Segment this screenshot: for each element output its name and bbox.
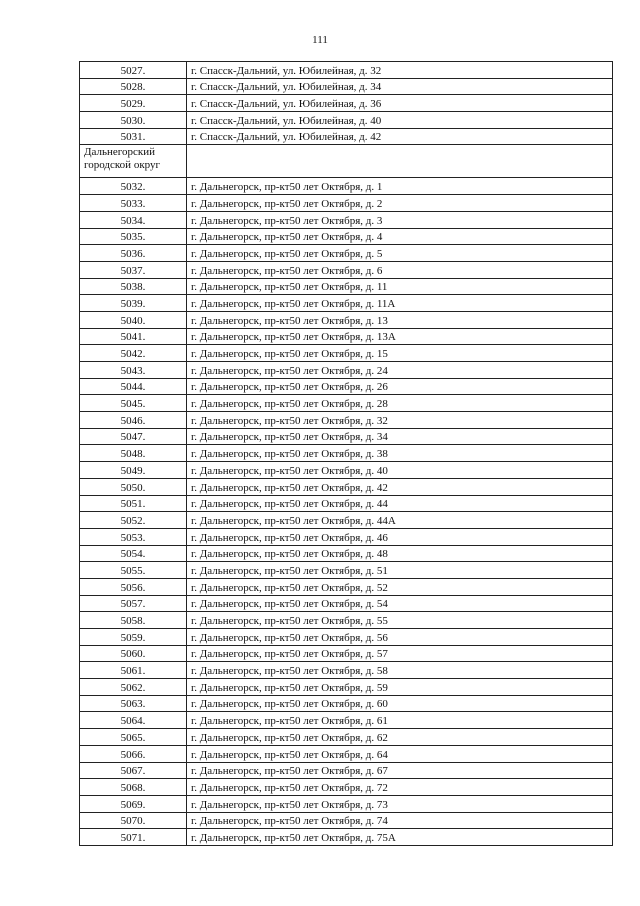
table-row <box>80 328 613 345</box>
table-row <box>80 812 613 829</box>
row-address: г. Дальнегорск, пр-кт50 лет Октября, д. 44 <box>187 495 613 512</box>
table-row <box>80 211 613 228</box>
row-address: г. Дальнегорск, пр-кт50 лет Октября, д. 5 <box>187 245 613 262</box>
page-number: 111 <box>312 34 328 46</box>
row-address: г. Дальнегорск, пр-кт50 лет Октября, д. 61 <box>187 712 613 729</box>
row-address: г. Дальнегорск, пр-кт50 лет Октября, д. 54 <box>187 595 613 612</box>
table-row <box>80 428 613 445</box>
row-number: 5070. <box>80 812 187 829</box>
row-address: г. Дальнегорск, пр-кт50 лет Октября, д. 51 <box>187 562 613 579</box>
table-row <box>80 462 613 479</box>
row-number: 5053. <box>80 528 187 545</box>
table-row <box>80 629 613 646</box>
row-address: г. Дальнегорск, пр-кт50 лет Октября, д. 46 <box>187 528 613 545</box>
table-body-top <box>80 62 613 145</box>
table-row <box>80 112 613 129</box>
table-row <box>80 679 613 696</box>
row-number: 5038. <box>80 278 187 295</box>
row-number: 5047. <box>80 428 187 445</box>
row-address: г. Дальнегорск, пр-кт50 лет Октября, д. 56 <box>187 629 613 646</box>
row-number: 5061. <box>80 662 187 679</box>
row-address: г. Дальнегорск, пр-кт50 лет Октября, д. 40 <box>187 462 613 479</box>
table-row <box>80 295 613 312</box>
row-number: 5031. <box>80 128 187 145</box>
table-row <box>80 662 613 679</box>
row-address: г. Дальнегорск, пр-кт50 лет Октября, д. 6 <box>187 261 613 278</box>
row-number: 5054. <box>80 545 187 562</box>
row-address: г. Дальнегорск, пр-кт50 лет Октября, д. 58 <box>187 662 613 679</box>
row-address: г. Дальнегорск, пр-кт50 лет Октября, д. 60 <box>187 695 613 712</box>
row-address: г. Дальнегорск, пр-кт50 лет Октября, д. 74 <box>187 812 613 829</box>
row-number: 5059. <box>80 629 187 646</box>
row-number: 5050. <box>80 478 187 495</box>
row-number: 5037. <box>80 261 187 278</box>
row-address: г. Дальнегорск, пр-кт50 лет Октября, д. 34 <box>187 428 613 445</box>
row-address: г. Дальнегорск, пр-кт50 лет Октября, д. 62 <box>187 729 613 746</box>
row-address: г. Дальнегорск, пр-кт50 лет Октября, д. 4 <box>187 228 613 245</box>
row-address: г. Дальнегорск, пр-кт50 лет Октября, д. 67 <box>187 762 613 779</box>
row-address: г. Дальнегорск, пр-кт50 лет Октября, д. 11А <box>187 295 613 312</box>
row-address: г. Дальнегорск, пр-кт50 лет Октября, д. 44А <box>187 512 613 529</box>
row-number: 5027. <box>80 62 187 79</box>
row-number: 5046. <box>80 412 187 429</box>
row-number: 5048. <box>80 445 187 462</box>
row-address: г. Дальнегорск, пр-кт50 лет Октября, д. 72 <box>187 779 613 796</box>
row-address: г. Дальнегорск, пр-кт50 лет Октября, д. 24 <box>187 362 613 379</box>
row-number: 5052. <box>80 512 187 529</box>
row-address: г. Дальнегорск, пр-кт50 лет Октября, д. 48 <box>187 545 613 562</box>
table-row <box>80 195 613 212</box>
table-row <box>80 412 613 429</box>
table-row <box>80 95 613 112</box>
table-row <box>80 495 613 512</box>
row-number: 5044. <box>80 378 187 395</box>
row-number: 5030. <box>80 112 187 129</box>
row-number: 5035. <box>80 228 187 245</box>
row-address: г. Дальнегорск, пр-кт50 лет Октября, д. 59 <box>187 679 613 696</box>
table-row <box>80 545 613 562</box>
table-body-bottom <box>80 178 613 846</box>
table-row <box>80 512 613 529</box>
row-address: г. Дальнегорск, пр-кт50 лет Октября, д. 32 <box>187 412 613 429</box>
table-row <box>80 261 613 278</box>
row-number: 5063. <box>80 695 187 712</box>
row-number: 5069. <box>80 795 187 812</box>
table-row <box>80 829 613 846</box>
table-row <box>80 395 613 412</box>
table-row <box>80 278 613 295</box>
row-address: г. Спасск-Дальний, ул. Юбилейная, д. 34 <box>187 78 613 95</box>
row-number: 5066. <box>80 745 187 762</box>
row-number: 5029. <box>80 95 187 112</box>
table-row <box>80 562 613 579</box>
row-number: 5040. <box>80 311 187 328</box>
row-address: г. Дальнегорск, пр-кт50 лет Октября, д. 2 <box>187 195 613 212</box>
row-number: 5032. <box>80 178 187 195</box>
row-address: г. Дальнегорск, пр-кт50 лет Октября, д. 13 <box>187 311 613 328</box>
table-row <box>80 311 613 328</box>
row-number: 5049. <box>80 462 187 479</box>
table-row <box>80 62 613 79</box>
table-row <box>80 595 613 612</box>
row-address: г. Спасск-Дальний, ул. Юбилейная, д. 32 <box>187 62 613 79</box>
row-address: г. Спасск-Дальний, ул. Юбилейная, д. 36 <box>187 95 613 112</box>
section-empty-cell <box>187 145 613 178</box>
row-address: г. Дальнегорск, пр-кт50 лет Октября, д. 11 <box>187 278 613 295</box>
table-row <box>80 745 613 762</box>
row-number: 5039. <box>80 295 187 312</box>
row-number: 5045. <box>80 395 187 412</box>
table-row <box>80 612 613 629</box>
table-row <box>80 712 613 729</box>
table-row <box>80 228 613 245</box>
row-number: 5065. <box>80 729 187 746</box>
row-address: г. Спасск-Дальний, ул. Юбилейная, д. 40 <box>187 112 613 129</box>
table-row <box>80 345 613 362</box>
row-address: г. Дальнегорск, пр-кт50 лет Октября, д. 3 <box>187 211 613 228</box>
table-row <box>80 578 613 595</box>
section-header-body <box>80 145 613 178</box>
row-number: 5068. <box>80 779 187 796</box>
table-row <box>80 528 613 545</box>
table-row <box>80 795 613 812</box>
row-address: г. Дальнегорск, пр-кт50 лет Октября, д. 15 <box>187 345 613 362</box>
row-number: 5055. <box>80 562 187 579</box>
table-row <box>80 445 613 462</box>
row-address: г. Дальнегорск, пр-кт50 лет Октября, д. 57 <box>187 645 613 662</box>
row-address: г. Дальнегорск, пр-кт50 лет Октября, д. 52 <box>187 578 613 595</box>
table-row <box>80 695 613 712</box>
row-number: 5036. <box>80 245 187 262</box>
row-address: г. Дальнегорск, пр-кт50 лет Октября, д. 38 <box>187 445 613 462</box>
row-number: 5071. <box>80 829 187 846</box>
row-number: 5062. <box>80 679 187 696</box>
table-row <box>80 245 613 262</box>
section-title: Дальнегорский городской округ <box>80 145 187 178</box>
row-number: 5058. <box>80 612 187 629</box>
row-number: 5056. <box>80 578 187 595</box>
table-row <box>80 128 613 145</box>
row-address: г. Дальнегорск, пр-кт50 лет Октября, д. 64 <box>187 745 613 762</box>
row-number: 5033. <box>80 195 187 212</box>
row-address: г. Дальнегорск, пр-кт50 лет Октября, д. 1 <box>187 178 613 195</box>
row-number: 5028. <box>80 78 187 95</box>
row-number: 5060. <box>80 645 187 662</box>
table-row <box>80 762 613 779</box>
table-row <box>80 729 613 746</box>
table-row <box>80 78 613 95</box>
row-number: 5051. <box>80 495 187 512</box>
row-address: г. Дальнегорск, пр-кт50 лет Октября, д. 28 <box>187 395 613 412</box>
row-number: 5041. <box>80 328 187 345</box>
table-row <box>80 779 613 796</box>
table-row <box>80 478 613 495</box>
row-address: г. Дальнегорск, пр-кт50 лет Октября, д. 75А <box>187 829 613 846</box>
row-number: 5067. <box>80 762 187 779</box>
row-number: 5043. <box>80 362 187 379</box>
row-address: г. Дальнегорск, пр-кт50 лет Октября, д. 73 <box>187 795 613 812</box>
row-address: г. Дальнегорск, пр-кт50 лет Октября, д. 42 <box>187 478 613 495</box>
row-address: г. Дальнегорск, пр-кт50 лет Октября, д. 13А <box>187 328 613 345</box>
row-number: 5064. <box>80 712 187 729</box>
row-address: г. Дальнегорск, пр-кт50 лет Октября, д. 26 <box>187 378 613 395</box>
section-row <box>80 145 613 178</box>
row-number: 5034. <box>80 211 187 228</box>
address-table <box>79 61 613 846</box>
row-address: г. Дальнегорск, пр-кт50 лет Октября, д. 55 <box>187 612 613 629</box>
row-number: 5057. <box>80 595 187 612</box>
row-address: г. Спасск-Дальний, ул. Юбилейная, д. 42 <box>187 128 613 145</box>
table-row <box>80 378 613 395</box>
table-row <box>80 645 613 662</box>
row-number: 5042. <box>80 345 187 362</box>
table-row <box>80 362 613 379</box>
table-row <box>80 178 613 195</box>
